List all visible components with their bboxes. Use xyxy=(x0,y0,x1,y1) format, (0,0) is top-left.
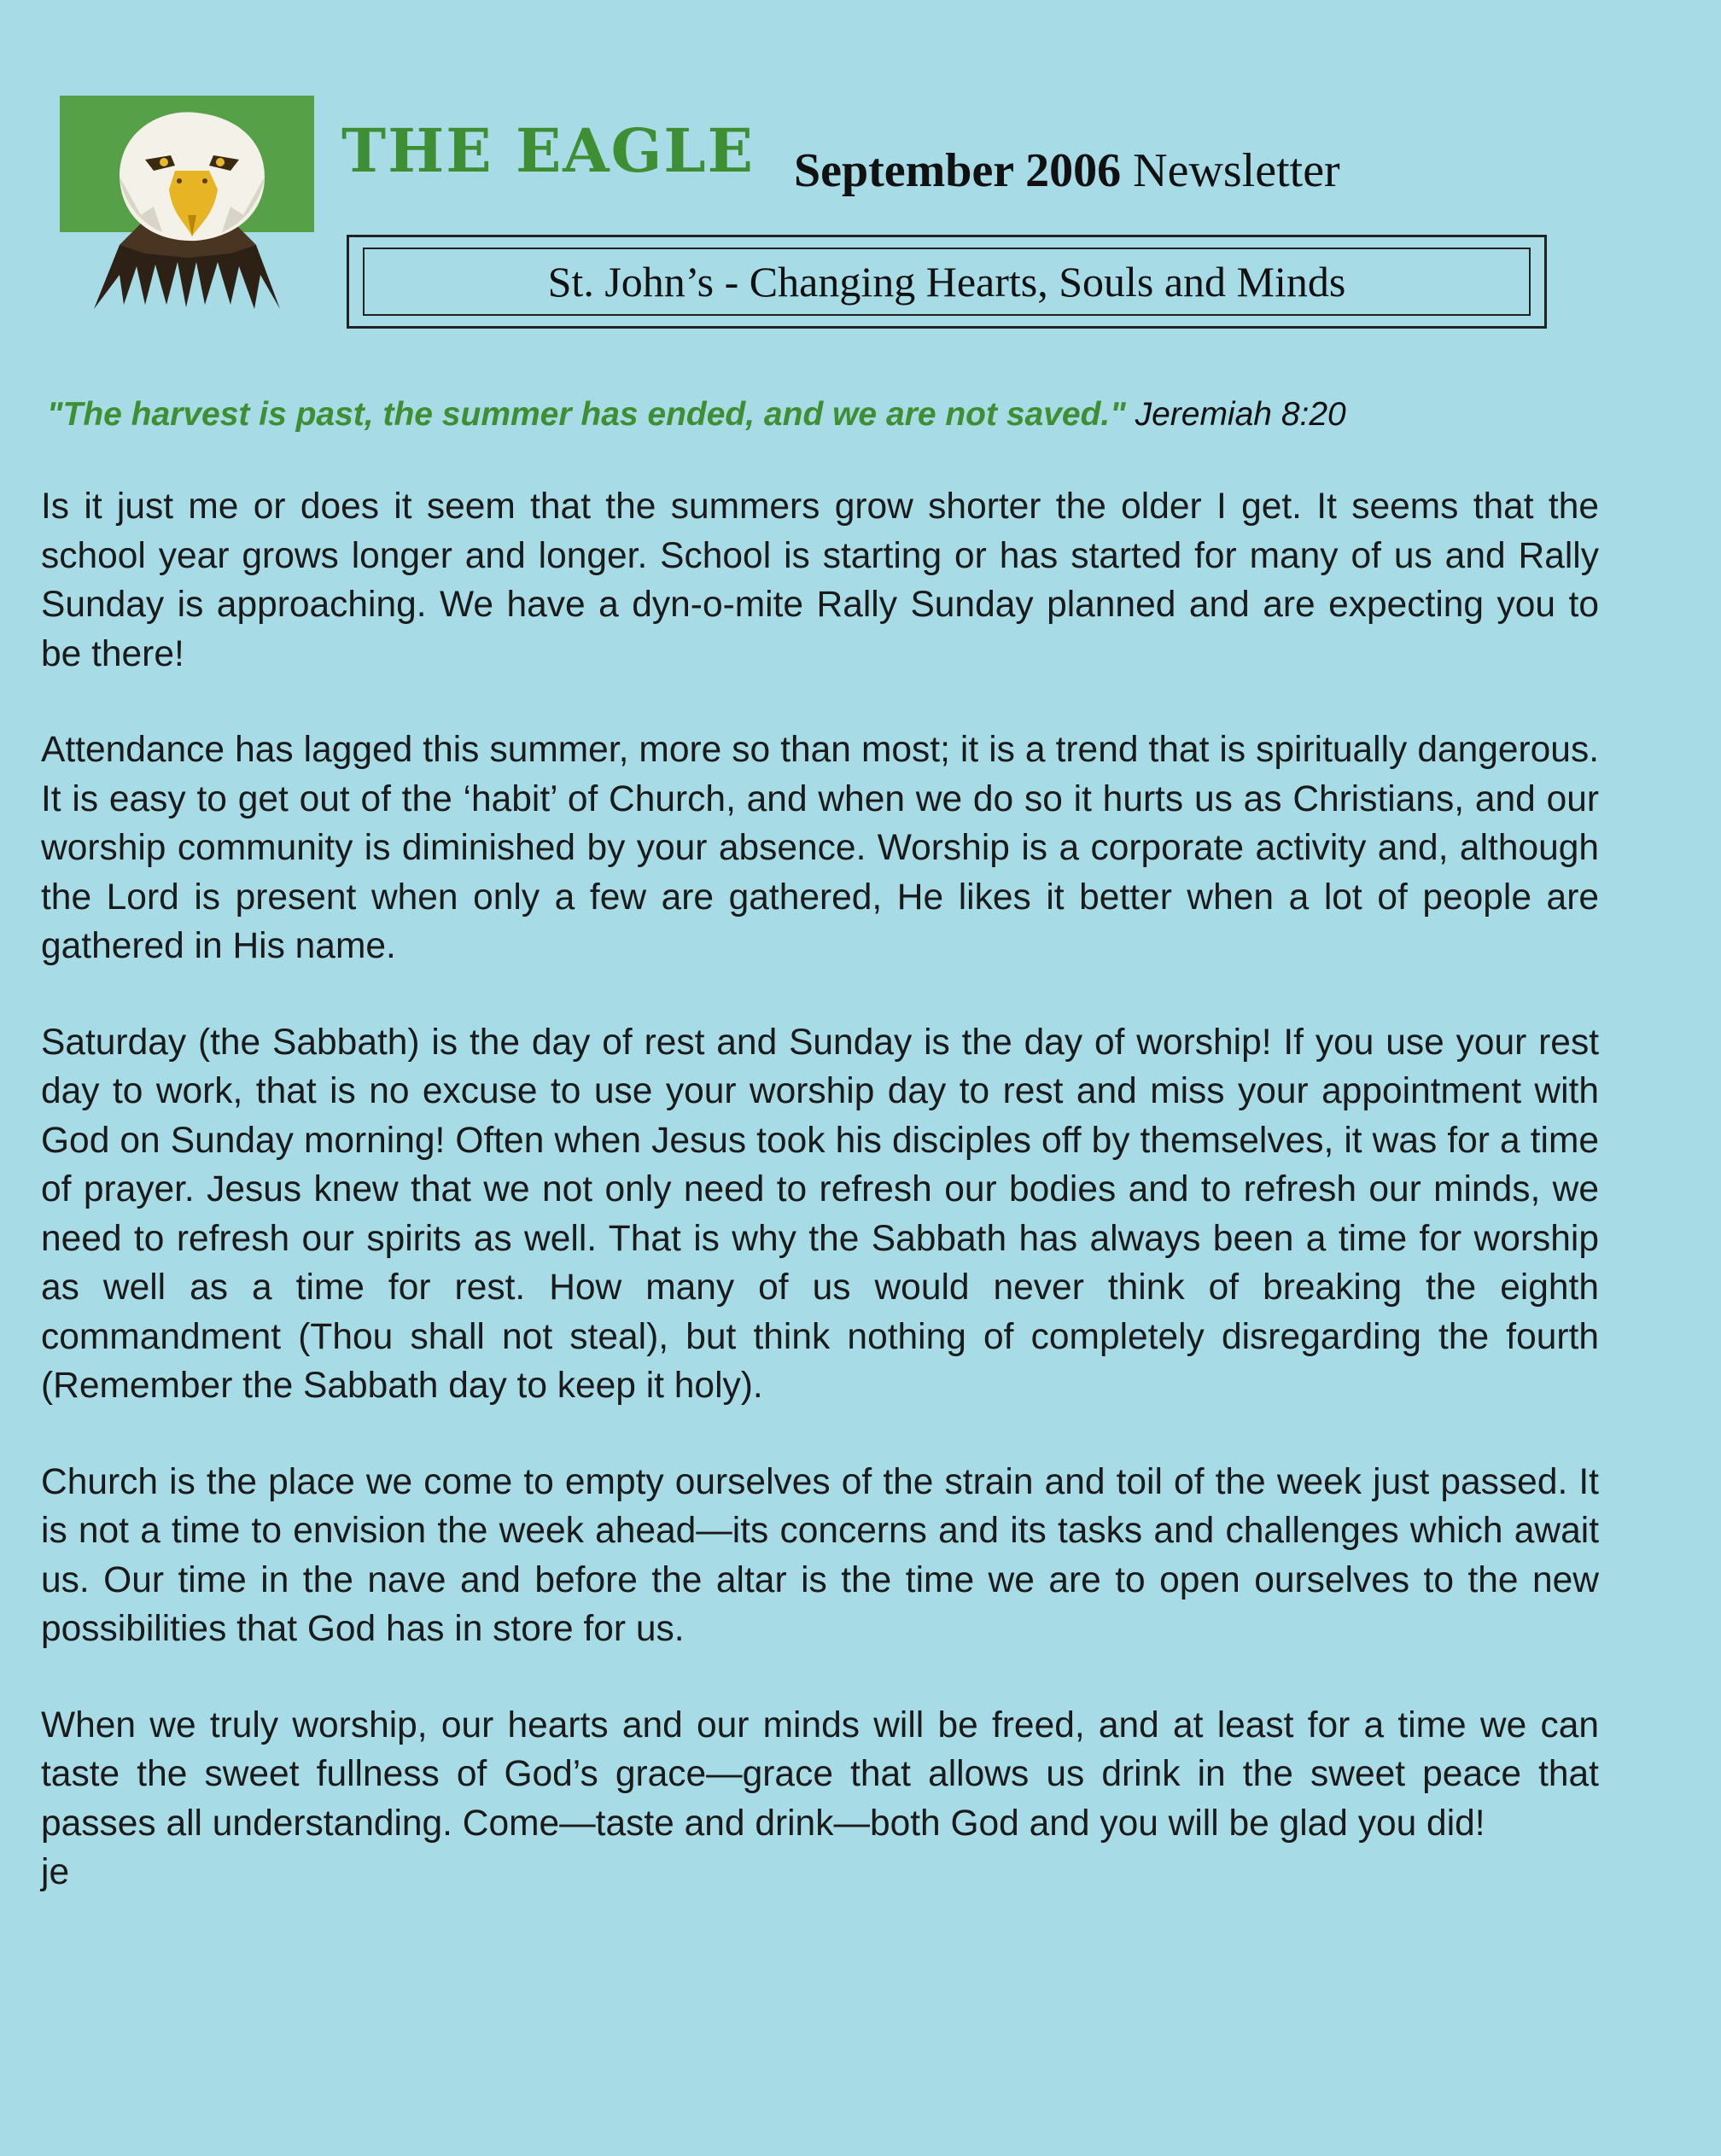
paragraph-2: Attendance has lagged this summer, more so than most; it is a trend that is spiritually dangerous. It is easy to get out of the ‘habit’ of Church, and when we do so it hurts us as Christians, and our worship community is diminished by your absence. Worship is a corporate activity and, although the Lord is present when only a few are gathered, He likes it better when a lot of people are gathered in His name. xyxy=(41,730,1599,966)
paragraph-3: Saturday (the Sabbath) is the day of rest and Sunday is the day of worship! If you use your rest day to work, that is no excuse to use your worship day to rest and miss your appointment with God on Sunday morning! Often when Jesus took his disciples off by themselves, it was for a time of prayer. Jesus knew that we not only need to refresh our bodies and to refresh our minds, we need to refresh our spirits as well. That is why the Sabbath has always been a time for worship as well as a time for rest. How many of us would never think of breaking the eighth commandment (Thou shall not steal), but think nothing of completely disregarding the fourth (Remember the Sabbath day to keep it holy). xyxy=(41,1022,1599,1406)
issue-month-year: September 2006 xyxy=(794,144,1122,197)
issue-suffix: Newsletter xyxy=(1133,144,1340,197)
paragraph-1: Is it just me or does it seem that the summers grow shorter the older I get. It seems that the school year grows longer and longer. School is starting or has started for many of us and Rally Sunday is approaching. We have a dyn-o-mite Rally Sunday planned and are expecting you to be there! xyxy=(41,487,1599,674)
scripture-verse xyxy=(47,394,1669,435)
paragraph-5: When we truly worship, our hearts and our minds will be freed, and at least for a time we can taste the sweet fullness of God’s grace—grace that allows us drink in the sweet peace that passes all understanding. Come—taste and drink—both God and you will be glad you did! xyxy=(41,1704,1599,1844)
paragraph-4: Church is the place we come to empty ourselves of the strain and toil of the week just passed. It is not a time to envision the week ahead—its concerns and its tasks and challenges which await us. Our time in the nave and before the altar is the time we are to open ourselves to the new possibilities that God has in store for us. xyxy=(41,1461,1599,1649)
motto-text: St. John’s - Changing Hearts, Souls and Minds xyxy=(363,248,1531,316)
issue-date xyxy=(794,144,1340,197)
masthead xyxy=(60,96,1554,326)
eagle-logo-icon xyxy=(60,96,314,318)
motto-frame xyxy=(347,235,1547,329)
signature: je xyxy=(41,1852,70,1892)
verse-quote: "The harvest is past, the summer has ended, and we are not saved." xyxy=(47,396,1126,433)
article-body xyxy=(41,482,1599,1897)
verse-reference: Jeremiah 8:20 xyxy=(1135,396,1346,433)
newsletter-title: THE EAGLE xyxy=(341,115,755,186)
